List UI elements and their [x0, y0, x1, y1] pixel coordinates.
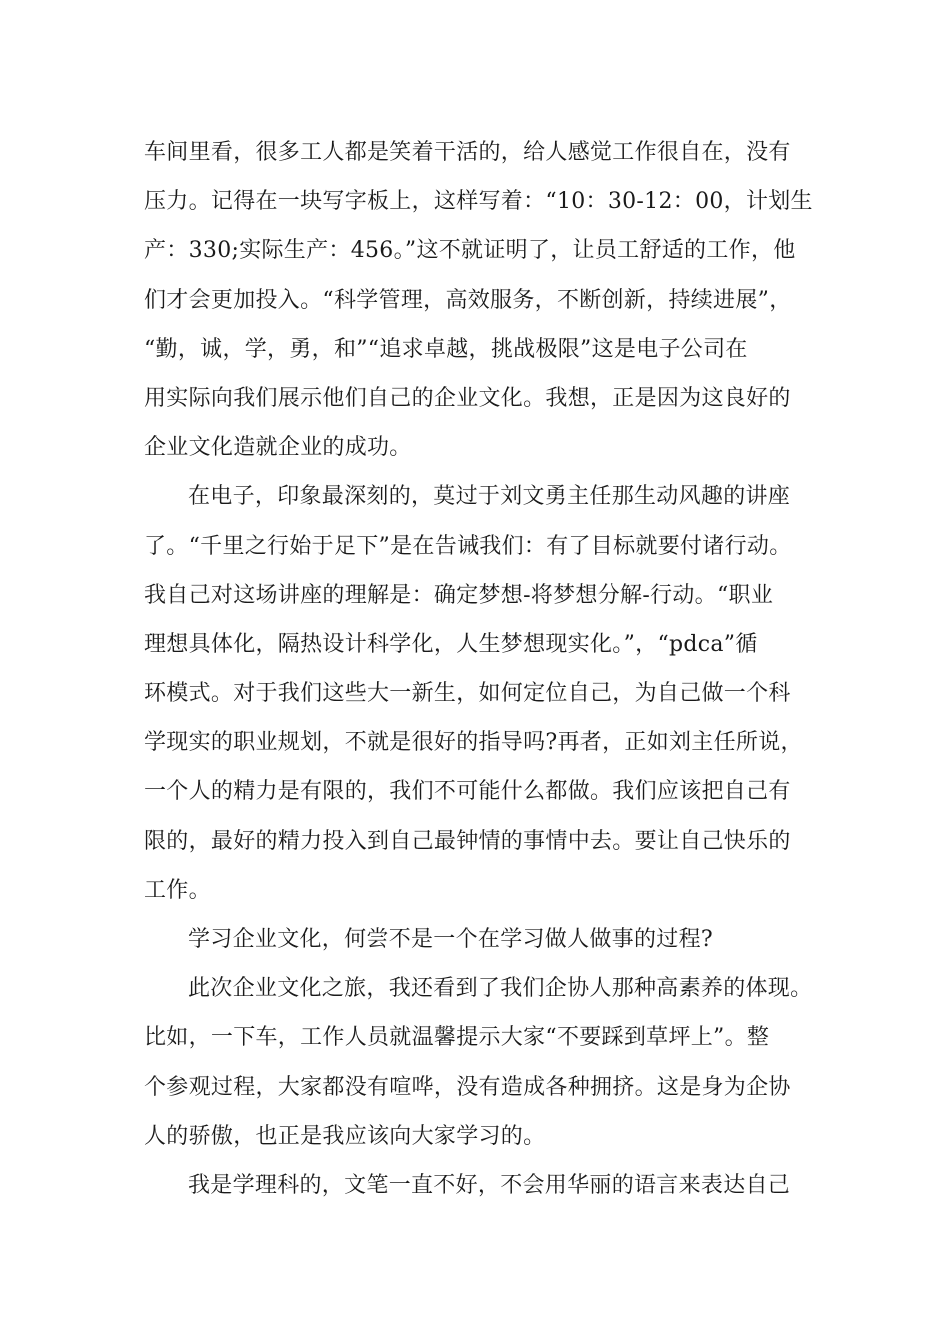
text-line: 学现实的职业规划，不就是很好的指导吗?再者，正如刘主任所说，: [144, 730, 803, 756]
paragraph-first-line: 此次企业文化之旅，我还看到了我们企协人那种高素养的体现。: [188, 976, 813, 1002]
text-line: 了。“千里之行始于足下”是在告诫我们：有了目标就要付诸行动。: [144, 533, 792, 559]
body-text: [144, 128, 844, 1210]
text-line: 用实际向我们展示他们自己的企业文化。我想，正是因为这良好的: [144, 385, 791, 411]
paragraph-first-line: 我是学理科的，文笔一直不好，不会用华丽的语言来表达自己: [188, 1172, 791, 1198]
text-line: 我自己对这场讲座的理解是：确定梦想-将梦想分解-行动。“职业: [144, 582, 774, 608]
text-line: 限的，最好的精力投入到自己最钟情的事情中去。要让自己快乐的: [144, 828, 791, 854]
text-line: 个参观过程，大家都没有喧哗，没有造成各种拥挤。这是身为企协: [144, 1074, 791, 1100]
text-line: 产：330;实际生产：456。”这不就证明了，让员工舒适的工作，他: [144, 238, 796, 264]
text-line: “勤，诚，学，勇，和”“追求卓越，挑战极限”这是电子公司在: [144, 336, 748, 362]
paragraph-first-line: 在电子，印象最深刻的，莫过于刘文勇主任那生动风趣的讲座: [188, 484, 791, 510]
text-line: 比如，一下车，工作人员就温馨提示大家“不要踩到草坪上”。整: [144, 1025, 770, 1051]
text-line: 工作。: [144, 877, 211, 903]
text-line: 一个人的精力是有限的，我们不可能什么都做。我们应该把自己有: [144, 779, 791, 805]
text-line: 企业文化造就企业的成功。: [144, 435, 412, 461]
text-line: 人的骄傲，也正是我应该向大家学习的。: [144, 1123, 546, 1149]
paragraph-first-line: 学习企业文化，何尝不是一个在学习做人做事的过程?: [188, 927, 713, 952]
text-line: 环模式。对于我们这些大一新生，如何定位自己，为自己做一个科: [144, 681, 791, 707]
text-line: 们才会更加投入。“科学管理，高效服务，不断创新，持续进展”，: [144, 287, 792, 313]
text-line: 车间里看，很多工人都是笑着干活的，给人感觉工作很自在，没有: [144, 140, 791, 165]
text-line: 压力。记得在一块写字板上，这样写着：“10：30-12：00，计划生: [144, 189, 813, 215]
text-line: 理想具体化，隔热设计科学化，人生梦想现实化。”，“pdca”循: [144, 631, 758, 657]
